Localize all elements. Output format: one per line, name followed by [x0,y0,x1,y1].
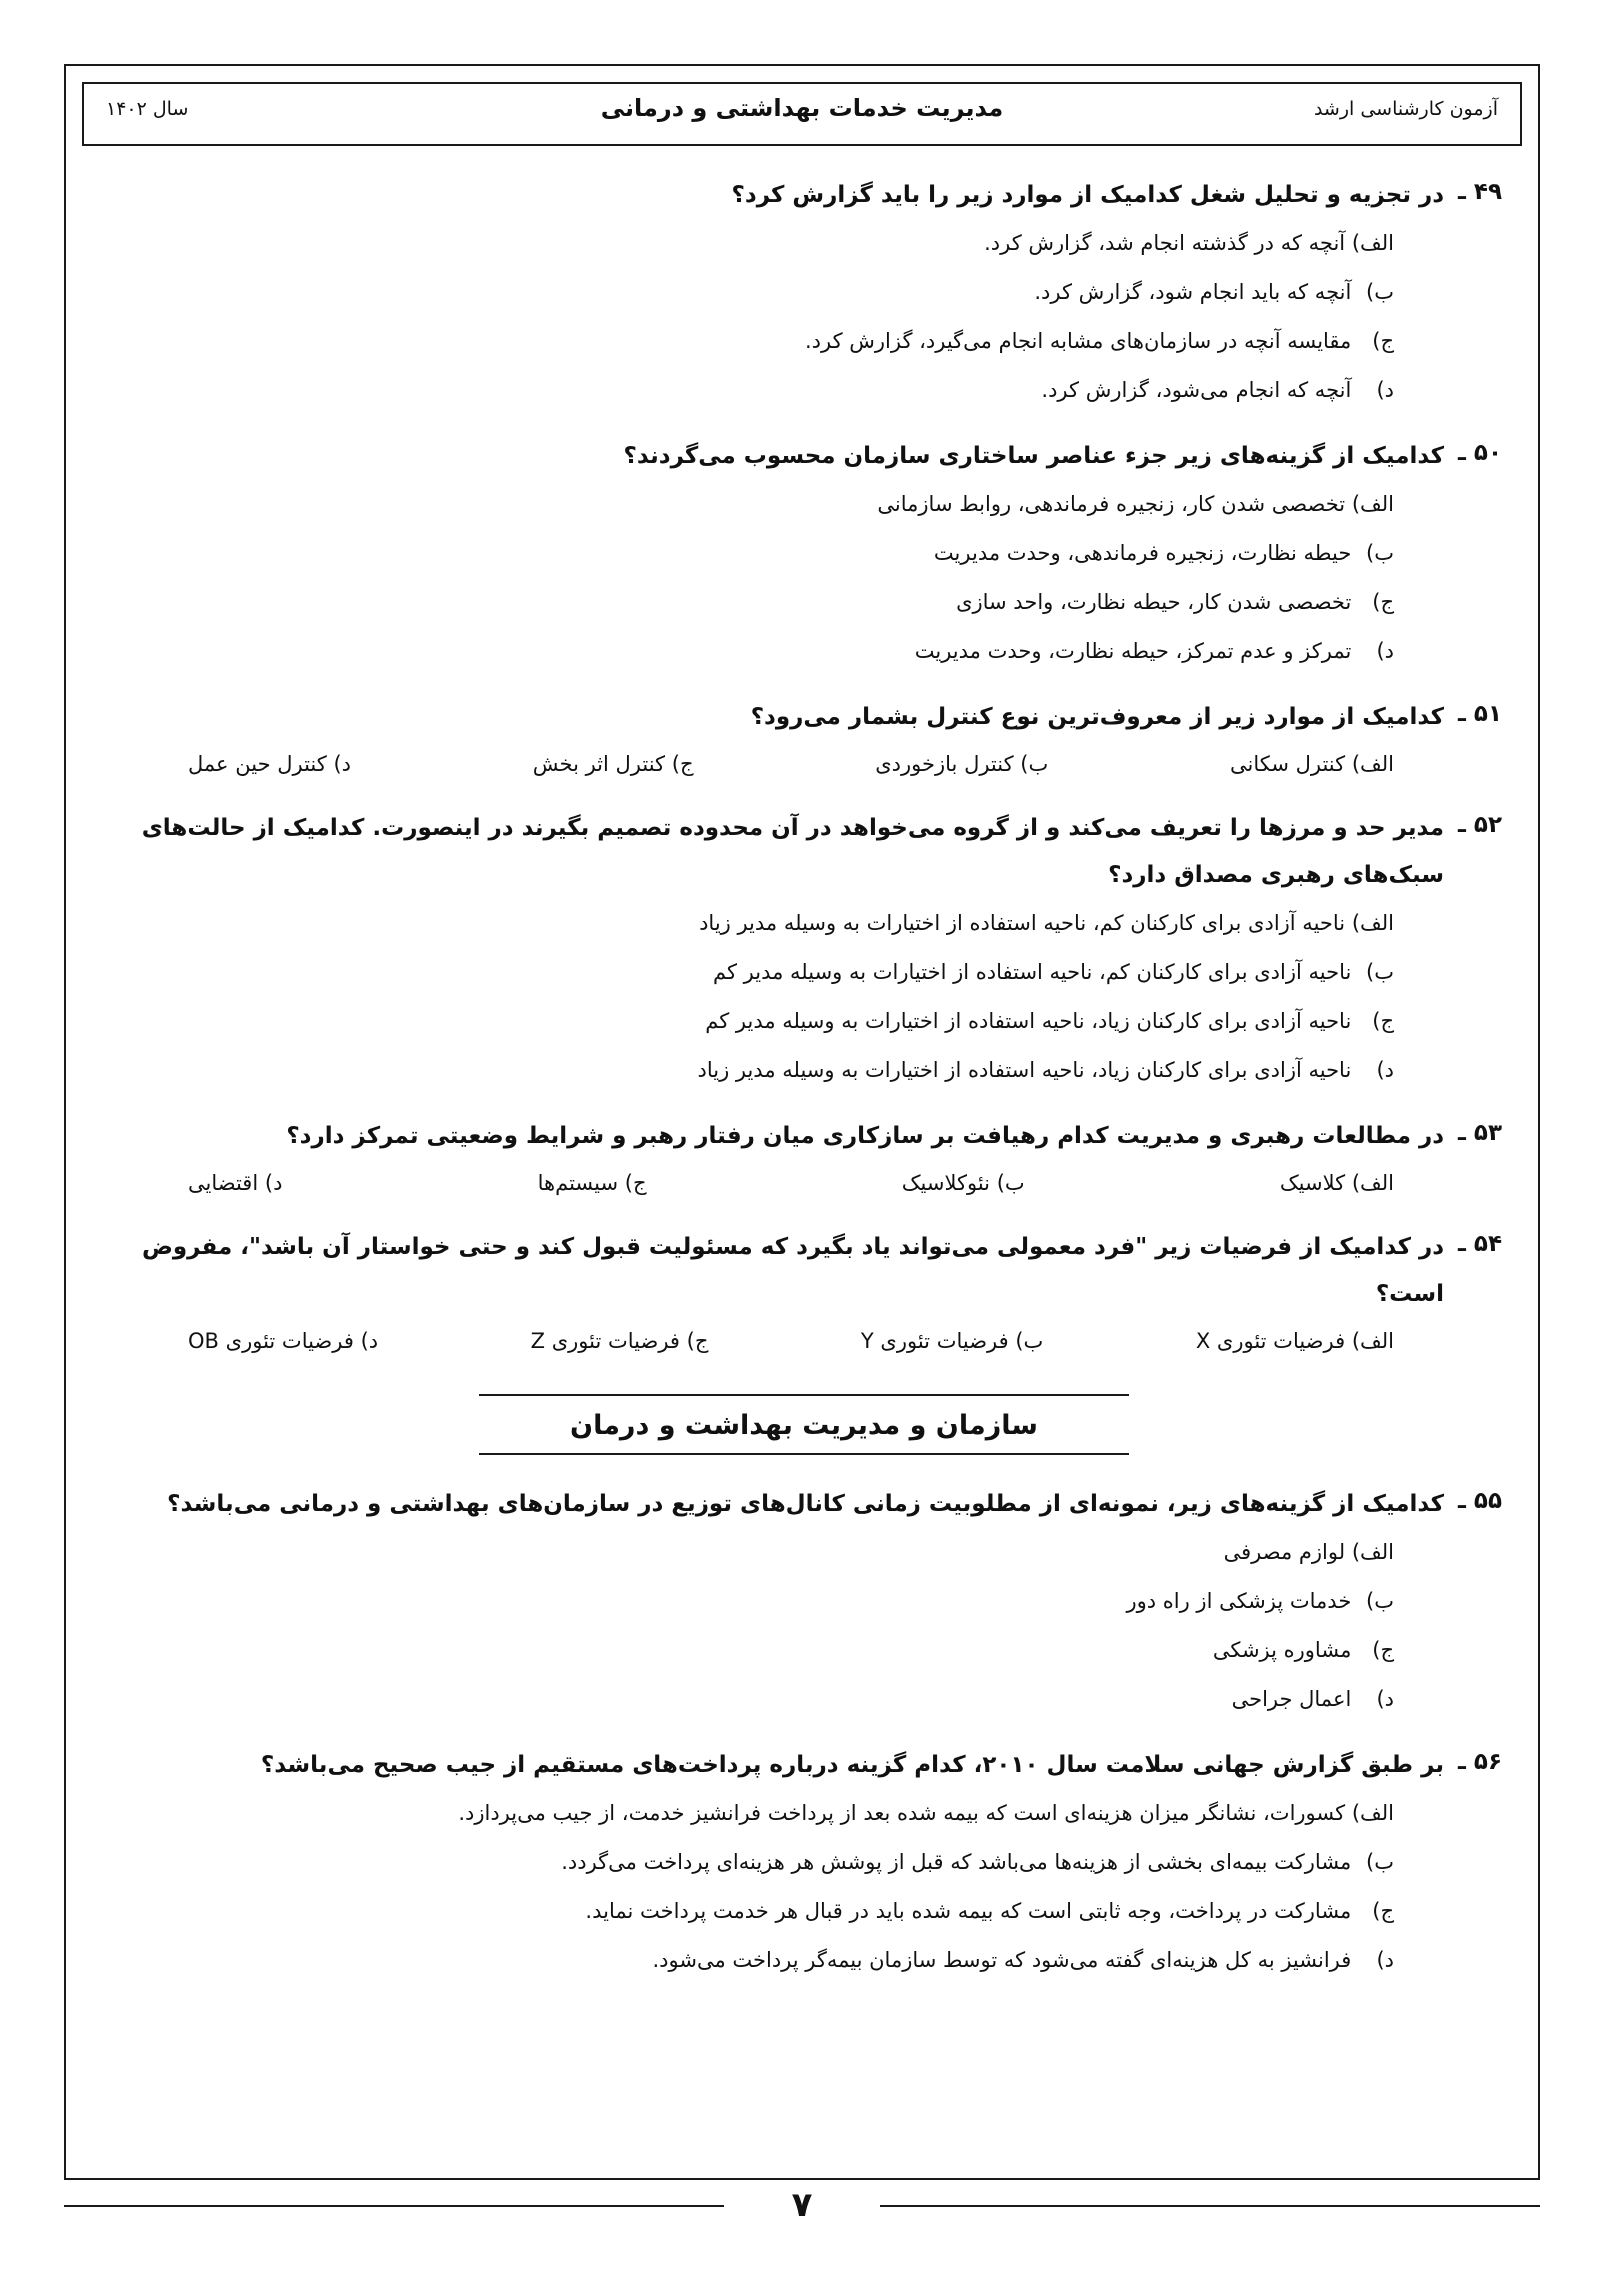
option-text: آنچه که در گذشته انجام شد، گزارش کرد. [984,231,1346,255]
option [84,219,1394,268]
option-label: ب) [1366,1850,1394,1874]
option-label: الف) [1351,492,1394,516]
option-label: ج) [1372,1899,1394,1923]
question-number: ۵۳ ـ [1458,1120,1502,1146]
option [861,1318,1043,1364]
option-label: د) [360,1329,379,1353]
option [84,268,1394,317]
option-label: ب) [1020,752,1049,776]
question-number: ۵۰ ـ [1458,440,1502,466]
option-label: الف) [1351,752,1394,776]
option-text: ناحیه آزادی برای کارکنان کم، ناحیه استفاده از اختیارات به وسیله مدیر کم [713,960,1352,984]
option-label: ج) [686,1329,709,1353]
question-text: کدامیک از گزینه‌های زیر، نمونه‌ای از مطلوبیت زمانی کانال‌های توزیع در سازمان‌های بهداشتی و درمانی می‌باشد؟ [167,1491,1445,1517]
option [531,1318,709,1364]
option [84,529,1394,578]
option-text: فرضیات تئوری Z [530,1329,680,1353]
option-text: کلاسیک [1279,1171,1346,1195]
option [84,480,1394,529]
option-text: تخصصی شدن کار، زنجیره فرماندهی، روابط سازمانی [877,492,1346,516]
question-number: ۵۱ ـ [1458,701,1502,727]
option-text: فرضیات تئوری X [1195,1329,1346,1353]
question-text: مدیر حد و مرزها را تعریف می‌کند و از گروه می‌خواهد در آن محدوده تصمیم بگیرند در اینصورت. کدامیک از حالت‌های سبک‌های رهبری مصداق دارد؟ [141,815,1445,888]
option-label: د) [1376,639,1394,663]
option-text: فرضیات تئوری Y [860,1329,1009,1353]
option-text: فرانشیز به کل هزینه‌ای گفته می‌شود که توسط سازمان بیمه‌گر پرداخت می‌شود. [652,1948,1352,1972]
option-text: کسورات، نشانگر میزان هزینه‌ای است که بیمه شده بعد از پرداخت فرانشیز خدمت، از جیب می‌پردازد. [458,1801,1346,1825]
option [188,741,351,787]
question-text: کدامیک از گزینه‌های زیر جزء عناصر ساختاری سازمان محسوب می‌گردند؟ [623,443,1445,469]
option [84,948,1394,997]
section-heading [84,1394,1524,1455]
option-label: ب) [1366,1589,1394,1613]
option-text: سیستم‌ها [537,1171,619,1195]
option [84,1528,1394,1577]
option [84,1838,1394,1887]
option-label: الف) [1351,911,1394,935]
option-text: ناحیه آزادی برای کارکنان زیاد، ناحیه استفاده از اختیارات به وسیله مدیر کم [705,1009,1352,1033]
option-text: اعمال جراحی [1231,1687,1352,1711]
option-text: اقتضایی [188,1171,259,1195]
option [84,1887,1394,1936]
option-text: حیطه نظارت، زنجیره فرماندهی، وحدت مدیریت [933,541,1352,565]
question-55 [84,1481,1524,1724]
option [1230,741,1394,787]
option-label: الف) [1351,231,1394,255]
option-text: خدمات پزشکی از راه دور [1126,1589,1352,1613]
page-footer [64,2185,1540,2225]
option [902,1160,1025,1206]
options [84,219,1394,415]
question-text: در کدامیک از فرضیات زیر "فرد معمولی می‌تواند یاد بگیرد که مسئولیت قبول کند و حتی خواستار آن باشد"، مفروض است؟ [141,1234,1445,1307]
option-text: آنچه که باید انجام شود، گزارش کرد. [1034,280,1352,304]
option [84,578,1394,627]
question-number: ۴۹ ـ [1458,179,1502,205]
option-text: مقایسه آنچه در سازمان‌های مشابه انجام می‌گیرد، گزارش کرد. [804,329,1352,353]
question-text: در مطالعات رهبری و مدیریت کدام رهیافت بر سازکاری میان رفتار رهبر و شرایط وضعیتی تمرکز دارد؟ [286,1123,1445,1149]
exam-title: آزمون کارشناسی ارشد [1313,98,1498,120]
option-label: الف) [1351,1540,1394,1564]
option-label: ج) [1372,1009,1394,1033]
option-text: آنچه که انجام می‌شود، گزارش کرد. [1041,378,1352,402]
option-label: ج) [1372,590,1394,614]
option [84,1936,1394,1985]
subject-title: مدیریت خدمات بهداشتی و درمانی [600,94,1004,122]
option-text: مشارکت در پرداخت، وجه ثابتی است که بیمه شده باید در قبال هر خدمت پرداخت نماید. [585,1899,1352,1923]
option-text: مشاوره پزشکی [1212,1638,1352,1662]
options [84,1789,1394,1985]
option-text: تمرکز و عدم تمرکز، حیطه نظارت، وحدت مدیریت [914,639,1352,663]
question-text: بر طبق گزارش جهانی سلامت سال ۲۰۱۰، کدام گزینه درباره پرداخت‌های مستقیم از جیب صحیح می‌باشد؟ [260,1752,1445,1778]
option [84,1789,1394,1838]
question-number: ۵۵ ـ [1458,1488,1502,1514]
option-label: ب) [1015,1329,1044,1353]
question-49 [84,172,1524,415]
options [188,1318,1394,1364]
page-number: ۷ [791,2185,813,2225]
question-number: ۵۴ ـ [1458,1231,1502,1257]
option-label: د) [333,752,351,776]
option [84,1626,1394,1675]
option [84,317,1394,366]
option-label: ب) [1366,280,1394,304]
option-label: د) [1376,1948,1394,1972]
option [1196,1318,1394,1364]
option-label: الف) [1351,1801,1394,1825]
option-text: کنترل بازخوردی [875,752,1014,776]
options [84,480,1394,676]
option-label: ج) [671,752,694,776]
options [188,1160,1394,1206]
options [84,1528,1394,1724]
option-label: ب) [996,1171,1025,1195]
option [875,741,1048,787]
question-53 [84,1113,1524,1206]
question-52 [84,805,1524,1095]
option [84,366,1394,415]
question-number: ۵۶ ـ [1458,1749,1502,1775]
option [84,627,1394,676]
question-text: در تجزیه و تحلیل شغل کدامیک از موارد زیر را باید گزارش کرد؟ [731,182,1445,208]
option-text: فرضیات تئوری OB [188,1329,354,1353]
option-text: کنترل حین عمل [188,752,327,776]
option-label: ج) [624,1171,647,1195]
option-label: ب) [1366,541,1394,565]
question-51 [84,694,1524,787]
option-label: ج) [1372,329,1394,353]
options [84,899,1394,1095]
option-text: کنترل اثر بخش [532,752,666,776]
option-label: ب) [1366,960,1394,984]
option-text: نئوکلاسیک [901,1171,991,1195]
option-text: لوازم مصرفی [1223,1540,1346,1564]
option [1280,1160,1394,1206]
option [188,1160,282,1206]
option-text: ناحیه آزادی برای کارکنان کم، ناحیه استفاده از اختیارات به وسیله مدیر زیاد [699,911,1346,935]
questions [84,172,1524,2003]
option-label: د) [1376,1687,1394,1711]
option-label: ج) [1372,1638,1394,1662]
option-label: د) [1376,378,1394,402]
footer-rule [880,2205,1540,2207]
option-text: تخصصی شدن کار، حیطه نظارت، واحد سازی [956,590,1352,614]
page-header [82,82,1522,146]
option [188,1318,378,1364]
question-54 [84,1224,1524,1364]
option [84,997,1394,1046]
option-label: الف) [1351,1329,1394,1353]
option [84,1046,1394,1095]
option-text: مشارکت بیمه‌ای بخشی از هزینه‌ها می‌باشد که قبل از پوشش هر هزینه‌ای پرداخت می‌گردد. [561,1850,1352,1874]
option [84,1675,1394,1724]
option [538,1160,647,1206]
section-title: سازمان و مدیریت بهداشت و درمان [479,1394,1129,1455]
option-label: د) [1376,1058,1394,1082]
question-50 [84,433,1524,676]
option-text: کنترل سکانی [1230,752,1346,776]
question-number: ۵۲ ـ [1458,812,1502,838]
option [533,741,694,787]
options [188,741,1394,787]
option [84,899,1394,948]
option-text: ناحیه آزادی برای کارکنان زیاد، ناحیه استفاده از اختیارات به وسیله مدیر زیاد [697,1058,1352,1082]
option-label: الف) [1351,1171,1394,1195]
option [84,1577,1394,1626]
question-56 [84,1742,1524,1985]
option-label: د) [264,1171,283,1195]
exam-year: سال ۱۴۰۲ [106,98,189,120]
question-text: کدامیک از موارد زیر از معروف‌ترین نوع کنترل بشمار می‌رود؟ [750,704,1445,730]
